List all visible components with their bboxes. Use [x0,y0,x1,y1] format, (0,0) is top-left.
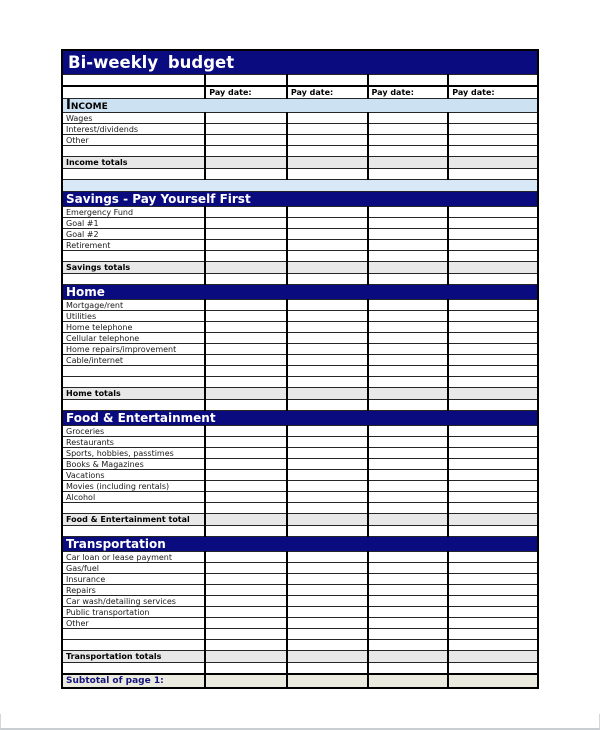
amount-cell[interactable] [368,124,449,135]
budget-item-row [62,218,538,229]
amount-cell[interactable] [448,629,538,640]
row-label: Emergency Fund [62,207,205,218]
blank-row [62,146,538,157]
row-label: Interest/dividends [62,124,205,135]
amount-cell[interactable] [205,596,287,607]
title-row [62,50,538,75]
row-label [62,377,205,388]
pay-date-header-cell[interactable]: Pay date: [368,86,449,99]
budget-item-row [62,311,538,322]
subtotal-amount-cell[interactable] [205,674,287,688]
budget-item-row [62,607,538,618]
totals-row [62,514,538,526]
row-label: Cable/internet [62,355,205,366]
budget-item-row [62,124,538,135]
section-header-row [62,192,538,207]
amount-cell[interactable] [287,274,368,285]
totals-amount-cell[interactable] [448,514,538,526]
totals-amount-cell[interactable] [448,388,538,400]
amount-cell[interactable] [287,640,368,651]
amount-cell[interactable] [205,169,287,180]
amount-cell[interactable] [448,663,538,675]
amount-cell[interactable] [205,322,287,333]
row-label: Gas/fuel [62,563,205,574]
budget-item-row [62,207,538,218]
budget-item-row [62,113,538,124]
amount-cell[interactable] [448,355,538,366]
amount-cell[interactable] [205,146,287,157]
totals-row [62,157,538,169]
section-header-income: Income [62,99,538,113]
row-label: Movies (including rentals) [62,481,205,492]
amount-cell[interactable] [287,563,368,574]
amount-cell[interactable] [205,377,287,388]
amount-cell[interactable] [287,437,368,448]
amount-cell[interactable] [448,470,538,481]
totals-amount-cell[interactable] [205,262,287,274]
totals-row [62,388,538,400]
blank-row [62,251,538,262]
amount-cell[interactable] [205,207,287,218]
amount-cell[interactable] [287,629,368,640]
amount-cell[interactable] [368,311,449,322]
totals-amount-cell[interactable] [368,157,449,169]
budget-item-row [62,437,538,448]
amount-cell[interactable] [368,481,449,492]
row-label: Utilities [62,311,205,322]
row-label [62,503,205,514]
amount-cell[interactable] [448,135,538,146]
row-label [62,274,205,285]
amount-cell[interactable] [205,448,287,459]
section-header-row [62,99,538,113]
amount-cell[interactable] [368,113,449,124]
row-label [62,400,205,411]
amount-cell[interactable] [205,585,287,596]
totals-amount-cell[interactable] [205,157,287,169]
amount-cell[interactable] [448,607,538,618]
amount-cell[interactable] [287,113,368,124]
row-label [62,86,205,99]
amount-cell[interactable] [368,169,449,180]
amount-cell[interactable] [448,322,538,333]
amount-cell[interactable] [448,437,538,448]
row-label: Restaurants [62,437,205,448]
amount-cell[interactable] [287,229,368,240]
amount-cell[interactable] [448,240,538,251]
amount-cell[interactable] [368,366,449,377]
budget-item-row [62,492,538,503]
amount-cell[interactable] [448,344,538,355]
pay-date-header-cell[interactable]: Pay date: [287,86,368,99]
section-header: Home [62,285,538,300]
amount-cell[interactable] [368,146,449,157]
amount-cell[interactable] [368,344,449,355]
amount-cell[interactable] [287,146,368,157]
blank-row [62,400,538,411]
section-header: Savings - Pay Yourself First [62,192,538,207]
amount-cell[interactable] [287,400,368,411]
row-label: Alcohol [62,492,205,503]
amount-cell[interactable] [205,333,287,344]
amount-cell[interactable] [448,274,538,285]
amount-cell[interactable] [287,481,368,492]
row-label [62,663,205,675]
row-label: Home telephone [62,322,205,333]
row-label: Repairs [62,585,205,596]
totals-label: Savings totals [62,262,205,274]
amount-cell[interactable] [205,311,287,322]
amount-cell[interactable] [205,629,287,640]
amount-cell[interactable] [287,75,368,87]
amount-cell[interactable] [448,146,538,157]
amount-cell[interactable] [205,618,287,629]
row-label: Mortgage/rent [62,300,205,311]
amount-cell[interactable] [368,377,449,388]
pay-date-header-cell[interactable]: Pay date: [448,86,538,99]
amount-cell[interactable] [368,574,449,585]
amount-cell[interactable] [368,135,449,146]
budget-item-row [62,448,538,459]
amount-cell[interactable] [448,503,538,514]
amount-cell[interactable] [287,300,368,311]
totals-amount-cell[interactable] [205,388,287,400]
amount-cell[interactable] [448,426,538,437]
amount-cell[interactable] [448,563,538,574]
amount-cell[interactable] [448,229,538,240]
amount-cell[interactable] [368,663,449,675]
totals-amount-cell[interactable] [368,262,449,274]
amount-cell[interactable] [287,596,368,607]
amount-cell[interactable] [205,503,287,514]
blank-row [62,366,538,377]
amount-cell[interactable] [287,240,368,251]
amount-cell[interactable] [205,607,287,618]
amount-cell[interactable] [448,207,538,218]
amount-cell[interactable] [368,322,449,333]
budget-item-row [62,459,538,470]
amount-cell[interactable] [368,640,449,651]
row-label: Other [62,618,205,629]
amount-cell[interactable] [368,426,449,437]
amount-cell[interactable] [205,344,287,355]
amount-cell[interactable] [205,251,287,262]
amount-cell[interactable] [448,113,538,124]
amount-cell[interactable] [205,355,287,366]
amount-cell[interactable] [205,229,287,240]
viewport-bottom-edge [0,714,600,730]
totals-amount-cell[interactable] [448,651,538,663]
amount-cell[interactable] [368,585,449,596]
amount-cell[interactable] [368,618,449,629]
budget-sheet [61,49,539,689]
amount-cell[interactable] [368,437,449,448]
budget-item-row [62,344,538,355]
amount-cell[interactable] [448,618,538,629]
subtotal-amount-cell[interactable] [448,674,538,688]
amount-cell[interactable] [368,596,449,607]
amount-cell[interactable] [205,218,287,229]
amount-cell[interactable] [205,113,287,124]
amount-cell[interactable] [448,640,538,651]
amount-cell[interactable] [368,251,449,262]
amount-cell[interactable] [368,355,449,366]
subtotal-row [62,674,538,688]
amount-cell[interactable] [448,75,538,87]
budget-item-row [62,596,538,607]
section-header-row [62,285,538,300]
amount-cell[interactable] [205,492,287,503]
row-label: Goal #1 [62,218,205,229]
amount-cell[interactable] [448,366,538,377]
amount-cell[interactable] [205,552,287,563]
totals-amount-cell[interactable] [448,157,538,169]
totals-amount-cell[interactable] [287,388,368,400]
budget-item-row [62,333,538,344]
amount-cell[interactable] [205,563,287,574]
amount-cell[interactable] [205,124,287,135]
amount-cell[interactable] [205,426,287,437]
totals-amount-cell[interactable] [287,514,368,526]
amount-cell[interactable] [448,218,538,229]
amount-cell[interactable] [287,574,368,585]
row-label: Car loan or lease payment [62,552,205,563]
amount-cell[interactable] [368,629,449,640]
amount-cell[interactable] [205,240,287,251]
amount-cell[interactable] [448,585,538,596]
row-label [62,366,205,377]
amount-cell[interactable] [287,135,368,146]
amount-cell[interactable] [205,526,287,537]
spacer-row [62,180,538,192]
amount-cell[interactable] [287,526,368,537]
amount-cell[interactable] [205,135,287,146]
amount-cell[interactable] [448,596,538,607]
budget-item-row [62,481,538,492]
amount-cell[interactable] [448,481,538,492]
amount-cell[interactable] [205,481,287,492]
amount-cell[interactable] [205,437,287,448]
amount-cell[interactable] [368,218,449,229]
budget-item-row [62,426,538,437]
amount-cell[interactable] [205,300,287,311]
totals-amount-cell[interactable] [368,651,449,663]
amount-cell[interactable] [205,274,287,285]
amount-cell[interactable] [287,366,368,377]
totals-amount-cell[interactable] [205,651,287,663]
row-label: Books & Magazines [62,459,205,470]
totals-row [62,262,538,274]
spacer-band [62,180,538,192]
row-label: Public transportation [62,607,205,618]
amount-cell[interactable] [368,274,449,285]
row-label [62,526,205,537]
totals-label: Food & Entertainment total [62,514,205,526]
budget-item-row [62,470,538,481]
amount-cell[interactable] [287,607,368,618]
blank-row [62,526,538,537]
row-label [62,146,205,157]
amount-cell[interactable] [287,311,368,322]
pay-date-header-cell[interactable]: Pay date: [205,86,287,99]
budget-item-row [62,240,538,251]
amount-cell[interactable] [287,218,368,229]
row-label: Other [62,135,205,146]
pay-date-header-row [62,86,538,99]
totals-amount-cell[interactable] [287,651,368,663]
amount-cell[interactable] [287,344,368,355]
totals-label: Income totals [62,157,205,169]
row-label [62,169,205,180]
totals-row [62,651,538,663]
subtotal-amount-cell[interactable] [368,674,449,688]
amount-cell[interactable] [287,618,368,629]
budget-item-row [62,135,538,146]
amount-cell[interactable] [448,448,538,459]
amount-cell[interactable] [287,124,368,135]
amount-cell[interactable] [287,426,368,437]
subtotal-label: Subtotal of page 1: [62,674,205,688]
amount-cell[interactable] [287,492,368,503]
row-label [62,251,205,262]
row-label: Insurance [62,574,205,585]
budget-item-row [62,322,538,333]
row-label: Wages [62,113,205,124]
amount-cell[interactable] [287,663,368,675]
amount-cell[interactable] [448,377,538,388]
amount-cell[interactable] [368,448,449,459]
amount-cell[interactable] [368,526,449,537]
amount-cell[interactable] [368,400,449,411]
blank-row [62,503,538,514]
blank-row [62,274,538,285]
amount-cell[interactable] [368,300,449,311]
amount-cell[interactable] [287,333,368,344]
totals-label: Home totals [62,388,205,400]
totals-amount-cell[interactable] [205,514,287,526]
amount-cell[interactable] [368,563,449,574]
amount-cell[interactable] [287,585,368,596]
section-header: Transportation [62,537,538,552]
totals-amount-cell[interactable] [287,262,368,274]
budget-item-row [62,585,538,596]
budget-table [61,49,539,689]
row-label [62,629,205,640]
blank-row [62,169,538,180]
totals-amount-cell[interactable] [368,514,449,526]
amount-cell[interactable] [368,333,449,344]
amount-cell[interactable] [205,75,287,87]
amount-cell[interactable] [205,663,287,675]
amount-cell[interactable] [448,526,538,537]
amount-cell[interactable] [368,207,449,218]
amount-cell[interactable] [448,311,538,322]
amount-cell[interactable] [448,333,538,344]
amount-cell[interactable] [368,503,449,514]
amount-cell[interactable] [448,124,538,135]
budget-item-row [62,355,538,366]
budget-item-row [62,229,538,240]
amount-cell[interactable] [287,459,368,470]
amount-cell[interactable] [205,366,287,377]
row-label: Groceries [62,426,205,437]
amount-cell[interactable] [287,470,368,481]
amount-cell[interactable] [205,470,287,481]
section-header-row [62,537,538,552]
amount-cell[interactable] [287,377,368,388]
row-label: Home repairs/improvement [62,344,205,355]
amount-cell[interactable] [448,400,538,411]
amount-cell[interactable] [448,300,538,311]
row-label: Cellular telephone [62,333,205,344]
row-label: Sports, hobbies, passtimes [62,448,205,459]
amount-cell[interactable] [448,169,538,180]
page-title: Bi-weekly budget [62,50,538,75]
amount-cell[interactable] [205,640,287,651]
amount-cell[interactable] [287,169,368,180]
amount-cell[interactable] [448,492,538,503]
blank-row [62,629,538,640]
amount-cell[interactable] [368,552,449,563]
blank-row [62,75,538,87]
blank-row [62,640,538,651]
amount-cell[interactable] [368,607,449,618]
amount-cell[interactable] [287,322,368,333]
amount-cell[interactable] [368,459,449,470]
row-label: Vacations [62,470,205,481]
budget-item-row [62,552,538,563]
budget-item-row [62,574,538,585]
amount-cell[interactable] [205,574,287,585]
budget-item-row [62,300,538,311]
totals-amount-cell[interactable] [448,262,538,274]
amount-cell[interactable] [287,448,368,459]
amount-cell[interactable] [287,251,368,262]
blank-row [62,377,538,388]
amount-cell[interactable] [368,492,449,503]
amount-cell[interactable] [368,470,449,481]
row-label [62,640,205,651]
row-label: Goal #2 [62,229,205,240]
section-header-row [62,411,538,426]
amount-cell[interactable] [287,552,368,563]
amount-cell[interactable] [287,355,368,366]
amount-cell[interactable] [448,251,538,262]
amount-cell[interactable] [205,400,287,411]
budget-item-row [62,618,538,629]
amount-cell[interactable] [368,229,449,240]
amount-cell[interactable] [448,552,538,563]
blank-row [62,663,538,675]
section-header: Food & Entertainment [62,411,538,426]
amount-cell[interactable] [368,75,449,87]
totals-amount-cell[interactable] [287,157,368,169]
amount-cell[interactable] [205,459,287,470]
amount-cell[interactable] [287,503,368,514]
amount-cell[interactable] [287,207,368,218]
totals-label: Transportation totals [62,651,205,663]
amount-cell[interactable] [448,574,538,585]
row-label [62,75,205,87]
amount-cell[interactable] [448,459,538,470]
totals-amount-cell[interactable] [368,388,449,400]
amount-cell[interactable] [368,240,449,251]
row-label: Car wash/detailing services [62,596,205,607]
row-label: Retirement [62,240,205,251]
subtotal-amount-cell[interactable] [287,674,368,688]
budget-item-row [62,563,538,574]
